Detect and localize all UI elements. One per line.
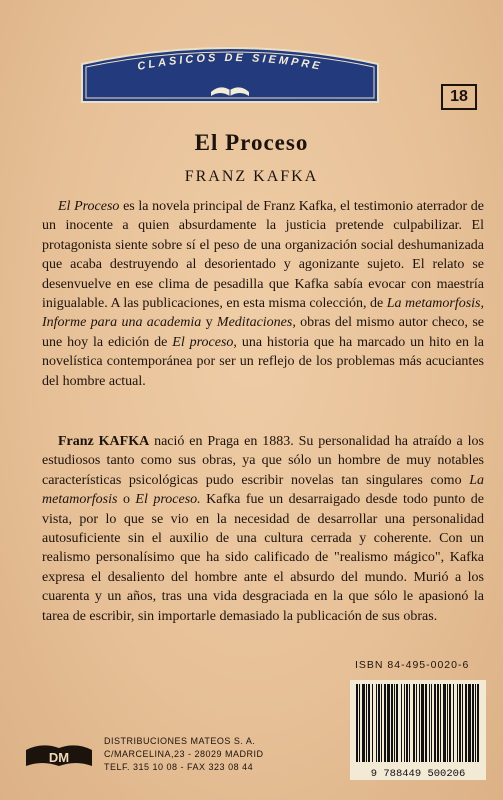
barcode-bar	[419, 684, 420, 762]
barcode-number: 9 788449 500206	[370, 768, 466, 780]
barcode-bar	[413, 684, 415, 762]
barcode-bar	[447, 684, 448, 762]
barcode-bar	[372, 684, 373, 762]
barcode-bar	[429, 684, 430, 762]
barcode-bar	[366, 684, 367, 762]
publisher-info	[104, 735, 264, 774]
series-banner	[80, 40, 380, 104]
barcode-bar	[416, 684, 417, 762]
barcode-bar	[431, 684, 432, 762]
barcode-bar	[406, 684, 408, 762]
barcode-bar	[453, 684, 454, 762]
volume-number: 18	[441, 84, 477, 110]
barcode-bar	[477, 684, 479, 762]
text-span: y	[201, 315, 217, 331]
barcode-bar	[409, 684, 410, 762]
barcode-bar	[449, 684, 451, 762]
barcode-bar	[434, 684, 436, 762]
text-span: es la novela principal de Franz Kafka, el testimonio aterrador de un inocente a quien absurdamente la justicia pretende culpabilizar. El protagonista siente sobre sí el peso de una organización social deshumanizada que acaba destruyendo al desorientado y agonizante sujeto. El relato se desenvuelve en ese clima de pesadilla que Kafka sabía evocar con maestría inigualable. A las publicaciones, en esta misma colección, de	[42, 199, 484, 312]
italic-title: La metamorfosis, Informe para una academia	[42, 296, 484, 331]
barcode-bar	[359, 684, 360, 762]
series-title: CLASICOS DE SIEMPRE	[136, 52, 324, 73]
publisher-logo	[22, 736, 96, 770]
barcode-bar	[401, 684, 402, 762]
barcode-bar	[440, 684, 441, 762]
publisher-name: DISTRIBUCIONES MATEOS S. A.	[104, 736, 256, 746]
barcode-bar	[378, 684, 380, 762]
publisher-phone: TELF. 315 10 08 - FAX 323 08 44	[104, 762, 254, 772]
barcode-bar	[381, 684, 382, 762]
logo-text: DM	[48, 750, 70, 765]
text-span: obras del mismo autor checo, se une hoy la edición de	[42, 315, 485, 350]
barcode-bar	[457, 684, 458, 762]
barcode-bar	[391, 684, 393, 762]
book-author: FRANZ KAFKA	[184, 168, 319, 185]
barcode-bar	[356, 684, 358, 762]
barcode-bar	[465, 684, 467, 762]
publisher-address: C/MARCELINA,23 - 28029 MADRID	[104, 749, 264, 759]
barcode-bar	[396, 684, 398, 762]
barcode-bar	[376, 684, 377, 762]
isbn-label: ISBN 84-495-0020-6	[355, 659, 470, 671]
italic-title: El Proceso	[58, 199, 120, 214]
text-span: nació en Praga en 1883. Su personalidad ha atraído a los estudiosos tanto como sus obras, ya que sólo un hombre de muy notables características psicológicas pudo escribir novelas tan singulares como	[42, 434, 484, 488]
author-name-bold: Franz KAFKA	[58, 434, 150, 449]
barcode-bar	[468, 684, 471, 762]
barcode-bar	[368, 684, 370, 762]
barcode-bar	[472, 684, 474, 762]
barcode-bar	[443, 684, 446, 762]
barcode-bar	[421, 684, 424, 762]
author-bio-paragraph	[42, 432, 484, 626]
italic-title: El proceso	[172, 334, 234, 350]
barcode-bar	[462, 684, 463, 762]
text-span: o	[117, 492, 136, 508]
barcode-bar	[459, 684, 461, 762]
book-title: El Proceso	[194, 130, 309, 155]
barcode-bar	[384, 684, 386, 762]
barcode-bar	[387, 684, 390, 762]
italic-title: Meditaciones,	[216, 315, 296, 331]
italic-title: El proceso.	[135, 492, 201, 508]
barcode-bar	[437, 684, 439, 762]
text-span: , una historia que ha marcado un hito en la novelística contemporánea por ser un reflejo de los problemas más acuciantes del hombre actual.	[42, 334, 484, 389]
barcode-bar	[362, 684, 365, 762]
barcode-bar	[425, 684, 427, 762]
barcode-bar	[394, 684, 395, 762]
synopsis-paragraph	[42, 197, 484, 391]
text-span: Kafka fue un desarraigado desde todo punto de vista, por lo que se vio en la necesidad de desarrollar una personalidad autosuficiente sin el auxilio de una cultura cerrada y coherente. Con un realismo personalísimo que ha sido calificado de "realismo mágico", Kafka expresa el desaliento del hombre ante el absurdo del mundo. Murió a los cuarenta y un años, tras una vida desgraciada en la que sólo le apasionó la tarea de escribir, sin importarle demasiado la publicación de sus obras.	[42, 492, 484, 624]
barcode-bar	[404, 684, 405, 762]
barcode	[350, 680, 486, 780]
italic-title: La metamorfosis	[42, 472, 484, 508]
barcode-bar	[475, 684, 476, 762]
